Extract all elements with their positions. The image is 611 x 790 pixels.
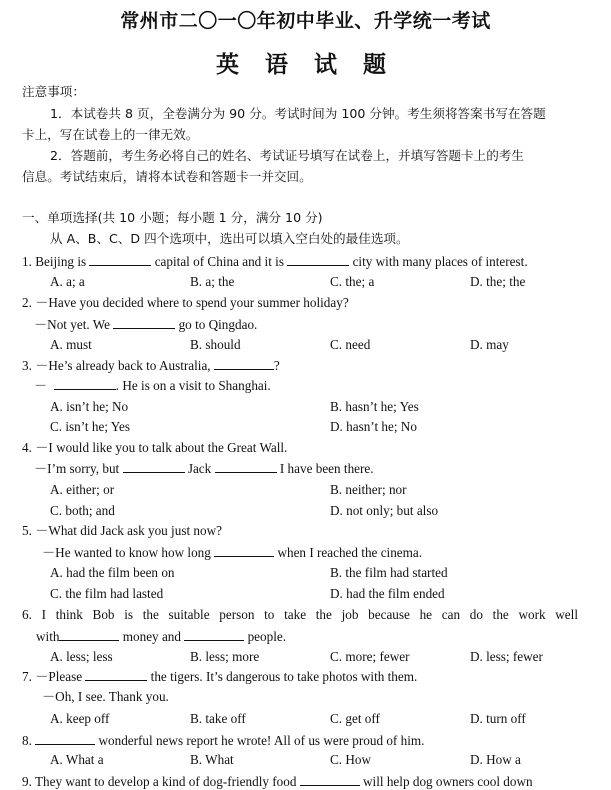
question-7-line-2: －Oh, I see. Thank you. xyxy=(42,689,169,704)
question-6-line-2 xyxy=(36,628,286,645)
question-5-text-a: －He wanted to know how long xyxy=(42,545,211,560)
notice-item-1-line-2: 卡上，写在试卷上的一律无效。 xyxy=(22,127,199,142)
question-1 xyxy=(22,253,528,270)
option-b: B. What xyxy=(190,752,234,767)
answer-blank xyxy=(184,628,244,641)
option-c: C. get off xyxy=(330,711,380,726)
option-c: C. the; a xyxy=(330,274,375,289)
notice-item-2-line-2: 信息。考试结束后，请将本试卷和答题卡一并交回。 xyxy=(22,169,312,184)
question-9-line-1 xyxy=(22,773,533,790)
option-b: B. a; the xyxy=(190,274,235,289)
option-b: B. less; more xyxy=(190,649,260,664)
answer-blank xyxy=(215,460,277,473)
answer-blank xyxy=(123,460,185,473)
section-heading: 一、单项选择(共 10 小题；每小题 1 分，满分 10 分) xyxy=(22,210,323,225)
question-4-text-c: I have been there. xyxy=(279,461,374,476)
option-c: C. isn’t he; Yes xyxy=(50,419,130,434)
option-a: A. must xyxy=(50,337,92,352)
option-b: B. take off xyxy=(190,711,246,726)
question-3-text-b: ? xyxy=(273,358,280,373)
answer-blank xyxy=(59,628,119,641)
question-2-text-a: －Not yet. We xyxy=(34,317,110,332)
option-d: D. may xyxy=(470,337,509,352)
option-a: A. less; less xyxy=(50,649,113,664)
question-6-line-1: 6. I think Bob is the suitable person to take the job because he can do the work well xyxy=(22,607,578,622)
option-b: B. hasn’t he; Yes xyxy=(330,399,419,414)
question-6-text-b: money and xyxy=(122,629,181,644)
question-9-text-a: 9. They want to develop a kind of dog-friendly food xyxy=(22,774,297,789)
option-c: C. the film had lasted xyxy=(50,586,164,601)
question-3-text-a: 3. －He’s already back to Australia, xyxy=(22,358,211,373)
option-c: C. How xyxy=(330,752,372,767)
option-a: A. had the film been on xyxy=(50,565,175,580)
question-2-line-1: 2. －Have you decided where to spend your summer holiday? xyxy=(22,295,349,310)
option-b: B. neither; nor xyxy=(330,482,407,497)
question-6-text-a: with xyxy=(36,629,60,644)
question-3-line-1 xyxy=(22,357,280,374)
option-d: D. hasn’t he; No xyxy=(330,419,417,434)
answer-blank xyxy=(214,544,274,557)
exam-title: 常州市二〇一〇年初中毕业、升学统一考试 xyxy=(120,10,491,32)
option-d: D. How a xyxy=(470,752,521,767)
question-8-text-b: wonderful news report he wrote! All of us were proud of him. xyxy=(98,733,425,748)
question-7-text-b: the tigers. It’s dangerous to take photos with them. xyxy=(150,669,418,684)
question-1-text-b: capital of China and it is xyxy=(154,254,284,269)
exam-subtitle: 英 语 试 题 xyxy=(215,52,396,78)
option-c: C. more; fewer xyxy=(330,649,410,664)
question-7-line-1 xyxy=(22,668,417,685)
option-d: D. turn off xyxy=(470,711,526,726)
question-6-text-c: people. xyxy=(247,629,287,644)
option-a: A. What a xyxy=(50,752,104,767)
option-d: D. less; fewer xyxy=(470,649,543,664)
question-3-text-d: . He is on a visit to Shanghai. xyxy=(115,378,271,393)
question-2-text-b: go to Qingdao. xyxy=(178,317,258,332)
option-a: A. a; a xyxy=(50,274,85,289)
option-b: B. should xyxy=(190,337,241,352)
answer-blank xyxy=(89,253,151,266)
option-d: D. not only; but also xyxy=(330,503,439,518)
notice-heading: 注意事项： xyxy=(22,84,85,99)
question-2-line-2 xyxy=(34,316,257,333)
notice-item-2-line-1: 2．答题前，考生务必将自己的姓名、考试证号填写在试卷上，并填写答题卡上的考生 xyxy=(50,148,524,163)
question-4-line-2 xyxy=(34,460,374,477)
question-4-text-a: －I’m sorry, but xyxy=(34,461,120,476)
answer-blank xyxy=(54,377,116,390)
section-instruction: 从 A、B、C、D 四个选项中，选出可以填入空白处的最佳选项。 xyxy=(50,231,409,246)
question-5-line-1: 5. －What did Jack ask you just now? xyxy=(22,523,222,538)
answer-blank xyxy=(35,732,95,745)
notice-item-1-line-1: 1．本试卷共 8 页，全卷满分为 90 分。考试时间为 100 分钟。考生须将答案书写在答题 xyxy=(50,106,546,121)
answer-blank xyxy=(287,253,349,266)
answer-blank xyxy=(300,773,360,786)
option-d: D. had the film ended xyxy=(330,586,445,601)
option-a: A. keep off xyxy=(50,711,110,726)
answer-blank xyxy=(113,316,175,329)
question-4-line-1: 4. －I would like you to talk about the Great Wall. xyxy=(22,440,288,455)
question-8-text-a: 8. xyxy=(22,733,32,748)
question-1-text-c: city with many places of interest. xyxy=(352,254,528,269)
answer-blank xyxy=(214,357,274,370)
question-5-text-b: when I reached the cinema. xyxy=(277,545,423,560)
question-5-line-2 xyxy=(42,544,422,561)
question-3-text-c: － xyxy=(34,378,48,393)
option-c: C. need xyxy=(330,337,371,352)
question-7-text-a: 7. －Please xyxy=(22,669,83,684)
option-c: C. both; and xyxy=(50,503,115,518)
option-d: D. the; the xyxy=(470,274,526,289)
question-8-line-1 xyxy=(22,732,424,749)
question-1-text-a: 1. Beijing is xyxy=(22,254,87,269)
question-9-text-b: will help dog owners cool down xyxy=(363,774,533,789)
answer-blank xyxy=(85,668,147,681)
question-3-line-2 xyxy=(34,377,271,394)
option-b: B. the film had started xyxy=(330,565,448,580)
option-a: A. either; or xyxy=(50,482,115,497)
question-4-text-b: Jack xyxy=(187,461,212,476)
option-a: A. isn’t he; No xyxy=(50,399,129,414)
